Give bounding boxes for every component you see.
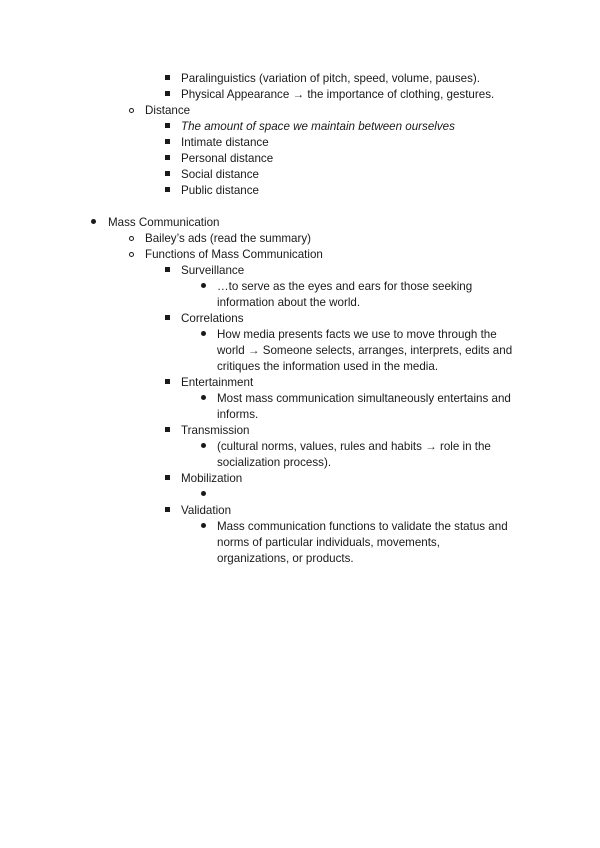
square-bullet-icon [160, 167, 174, 183]
list-item-text: world → Someone selects, arranges, interprets, edits and [217, 344, 513, 357]
square-bullet-icon [160, 135, 174, 151]
list-item-text: Physical Appearance → the importance of clothing, gestures. [181, 88, 495, 101]
square-bullet-icon [160, 263, 174, 279]
disc-bullet-icon [196, 391, 210, 407]
square-bullet-icon [160, 119, 174, 135]
list-item-text: …to serve as the eyes and ears for those seeking [217, 280, 473, 293]
list-item-text: Transmission [181, 424, 250, 437]
list-item-text: Public distance [181, 184, 259, 197]
square-bullet-icon [160, 375, 174, 391]
list-item-text: norms of particular individuals, movements, [217, 536, 440, 549]
square-bullet-icon [160, 423, 174, 439]
list-item-text: Paralinguistics (variation of pitch, speed, volume, pauses). [181, 72, 481, 85]
list-item-text: Correlations [181, 312, 244, 325]
list-item-text: socialization process). [217, 456, 332, 469]
list-item-text: Mass communication functions to validate the status and [217, 520, 508, 533]
disc-bullet-icon [196, 519, 210, 535]
square-bullet-icon [160, 87, 174, 103]
square-bullet-icon [160, 311, 174, 327]
square-bullet-icon [160, 71, 174, 87]
disc-bullet-icon [86, 215, 100, 231]
list-item-text: Most mass communication simultaneously entertains and [217, 392, 511, 405]
list-item-text: Distance [145, 104, 191, 117]
square-bullet-icon [160, 471, 174, 487]
list-item-text: Mobilization [181, 472, 243, 485]
list-item-text: Intimate distance [181, 136, 269, 149]
list-item-text: critiques the information used in the media. [217, 360, 439, 373]
list-item-text: (cultural norms, values, rules and habits → role in the [217, 440, 491, 453]
square-bullet-icon [160, 151, 174, 167]
list-item-text: Personal distance [181, 152, 274, 165]
list-item-text: Validation [181, 504, 232, 517]
disc-bullet-icon [196, 327, 210, 343]
circle-bullet-icon [124, 231, 138, 247]
circle-bullet-icon [124, 103, 138, 119]
square-bullet-icon [160, 183, 174, 199]
list-item-text: information about the world. [217, 296, 361, 309]
disc-bullet-icon [196, 487, 210, 503]
list-item-text: organizations, or products. [217, 552, 354, 565]
list-item-text: Social distance [181, 168, 259, 181]
list-item-text: Entertainment [181, 376, 254, 389]
disc-bullet-icon [196, 439, 210, 455]
circle-bullet-icon [124, 247, 138, 263]
square-bullet-icon [160, 503, 174, 519]
list-item-text: informs. [217, 408, 259, 421]
list-item-text: Mass Communication [108, 216, 220, 229]
list-item-text: The amount of space we maintain between ourselves [181, 120, 455, 133]
list-item-text: How media presents facts we use to move through the [217, 328, 497, 341]
list-item-text: Functions of Mass Communication [145, 248, 323, 261]
list-item-text: Surveillance [181, 264, 245, 277]
list-item-text: Bailey’s ads (read the summary) [145, 232, 312, 245]
disc-bullet-icon [196, 279, 210, 295]
